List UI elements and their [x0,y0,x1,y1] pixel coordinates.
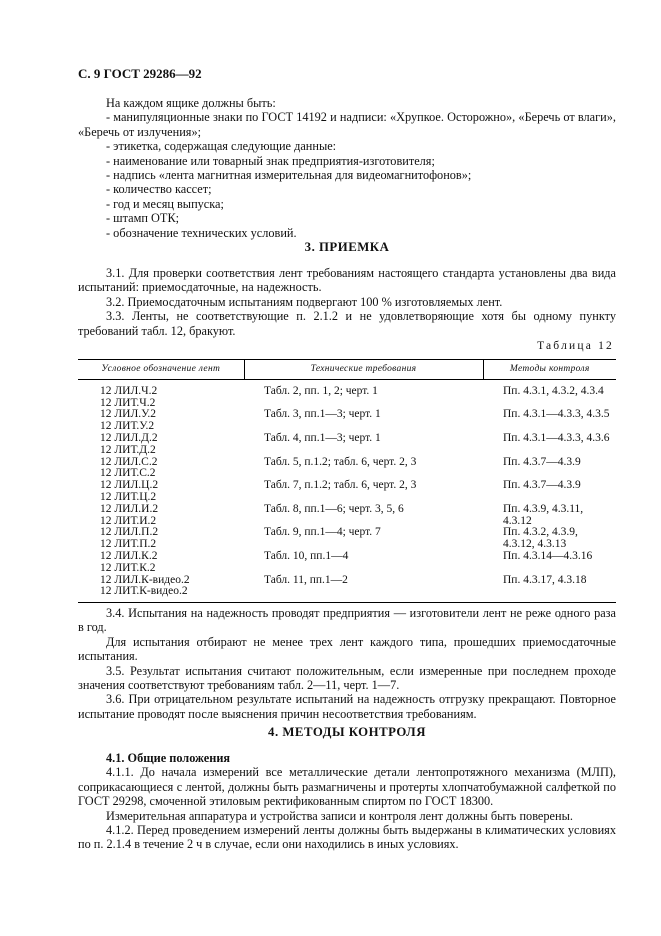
packaging-item: - этикетка, содержащая следующие данные: [106,139,337,154]
tape-mark: 12 ЛИТ.Д.2 [100,443,156,456]
table-row [78,527,616,551]
table-row [78,575,616,603]
tape-mark: 12 ЛИТ.К-видео.2 [100,585,188,598]
requirements-cell: Табл. 5, п.1.2; табл. 6, черт. 2, 3 [264,455,417,468]
tape-mark: 12 ЛИЛ.П.2 [100,526,159,539]
section-3-continued [78,606,616,721]
packaging-item: - наименование или товарный знак предприятия-изготовителя; [106,153,435,168]
marks-cell [78,409,244,433]
tape-mark: 12 ЛИЛ.К-видео.2 [100,573,190,586]
column-header-methods: Методы контроля [483,360,616,380]
requirements-cell: Табл. 2, пп. 1, 2; черт. 1 [264,384,378,397]
marks-cell [78,575,244,603]
packaging-item: - манипуляционные знаки по ГОСТ 14192 и надписи: «Хрупкое. Осторожно», «Беречь от влаги», «Беречь от излучения»; [78,110,616,139]
section-4-text [78,751,616,852]
marks-cell [78,504,244,528]
packaging-item: - надпись «лента магнитная измерительная для видеомагнитофонов»; [106,168,472,183]
table-row [78,504,616,528]
requirements-cell: Табл. 7, п.1.2; табл. 6, черт. 2, 3 [264,479,417,492]
tape-mark: 12 ЛИТ.К.2 [100,561,156,574]
requirements-cell: Табл. 8, пп.1—6; черт. 3, 5, 6 [264,502,404,515]
tape-mark: 12 ЛИТ.Ч.2 [100,396,156,409]
tape-mark: 12 ЛИЛ.К.2 [100,549,158,562]
section-4-title: 4. МЕТОДЫ КОНТРОЛЯ [268,725,426,739]
methods-cell: Пп. 4.3.2, 4.3.9, 4.3.12, 4.3.13 [503,526,578,551]
methods-cell: Пп. 4.3.7—4.3.9 [503,455,581,468]
column-header-requirements: Технические требования [244,360,483,380]
paragraph-3-2: 3.2. Приемосдаточным испытаниям подвергают 100 % изготовляемых лент. [106,294,503,309]
paragraph-3-3: 3.3. Ленты, не соответствующие п. 2.1.2 и не удовлетворяющие хотя бы одному пункту требований табл. 12, бракуют. [78,309,616,338]
marks-cell [78,457,244,481]
tape-mark: 12 ЛИЛ.У.2 [100,408,157,421]
paragraph-3-5: 3.5. Результат испытания считают положительным, если измеренные при последнем проходе значения соответствуют требованиям табл. 2—11, черт. 1—7. [78,663,616,693]
table-row [78,409,616,433]
tape-mark: 12 ЛИЛ.С.2 [100,455,158,468]
table-row [78,433,616,457]
packaging-item: - обозначение технических условий. [106,225,297,240]
packaging-intro: На каждом ящике должны быть: [106,96,276,110]
marks-cell [78,527,244,551]
paragraph-4-1-1: 4.1.1. До начала измерений все металлические детали лентопротяжного механизма (МЛП), соприкасающиеся с лентой, должны быть размагничены и протерты хлопчатобумажной салфеткой по ГОСТ 29298, смоченной этиловым ректификованным спиртом по ГОСТ 18300. [78,765,616,809]
requirements-cell: Табл. 4, пп.1—3; черт. 1 [264,431,381,444]
tape-mark: 12 ЛИЛ.И.2 [100,502,159,515]
methods-cell: Пп. 4.3.7—4.3.9 [503,479,581,492]
page-header: С. 9 ГОСТ 29286—92 [78,66,202,81]
packaging-item: - год и месяц выпуска; [106,196,224,211]
requirements-cell: Табл. 9, пп.1—4; черт. 7 [264,526,381,539]
column-header-marks: Условное обозначение лент [78,360,244,380]
requirements-cell: Табл. 11, пп.1—2 [244,575,483,603]
tape-mark: 12 ЛИЛ.Д.2 [100,431,158,444]
marks-cell [78,480,244,504]
methods-cell: Пп. 4.3.1—4.3.3, 4.3.5 [503,408,610,421]
packaging-item: - количество кассет; [106,182,212,197]
tape-mark: 12 ЛИТ.И.2 [100,514,157,527]
tape-mark: 12 ЛИТ.Ц.2 [100,490,157,503]
requirements-cell: Табл. 3, пп.1—3; черт. 1 [264,408,381,421]
paragraph-sampling: Для испытания отбирают не менее трех лент каждого типа, прошедших приемосдаточные испытания. [78,634,616,664]
marks-cell [78,551,244,575]
requirements-cell: Табл. 10, пп.1—4 [264,549,349,562]
methods-cell: Пп. 4.3.9, 4.3.11, 4.3.12 [503,502,584,527]
tape-mark: 12 ЛИТ.С.2 [100,467,156,480]
paragraph-4-1-2: 4.1.2. Перед проведением измерений ленты должны быть выдержаны в климатических условиях по п. 2.1.4 в течение 2 ч в случае, если они находились в иных условиях. [78,823,616,852]
methods-cell: Пп. 4.3.17, 4.3.18 [483,575,616,603]
section-3-title: 3. ПРИЕМКА [304,240,390,254]
paragraph-3-1: 3.1. Для проверки соответствия лент требованиям настоящего стандарта установлены два вида испытаний: приемосдаточные, на надежность. [78,266,616,295]
table-row [78,551,616,575]
paragraph-3-6: 3.6. При отрицательном результате испытаний на надежность отгрузку прекращают. Повторное испытание проводят после выяснения причин несоответствия требованиям. [78,692,616,721]
marks-cell [78,379,244,409]
packaging-list [78,96,616,240]
paragraph-3-4: 3.4. Испытания на надежность проводят предприятия — изготовители лент не реже одного раза в год. [78,606,616,635]
paragraph-equipment: Измерительная аппаратура и устройства записи и контроля лент должны быть поверены. [106,808,573,823]
table-12 [78,359,616,603]
tape-mark: 12 ЛИТ.У.2 [100,420,155,433]
methods-cell: Пп. 4.3.1, 4.3.2, 4.3.4 [503,384,604,397]
table-row [78,457,616,481]
table-row [78,379,616,409]
tape-mark: 12 ЛИТ.П.2 [100,538,157,551]
section-3-text [78,266,616,338]
tape-mark: 12 ЛИЛ.Ч.2 [100,384,158,397]
methods-cell: Пп. 4.3.1—4.3.3, 4.3.6 [503,431,610,444]
marks-cell [78,433,244,457]
subsection-4-1-title: 4.1. Общие положения [106,751,231,765]
table-row [78,480,616,504]
table-caption: Таблица 12 [537,340,614,352]
methods-cell: Пп. 4.3.14—4.3.16 [503,549,593,562]
tape-mark: 12 ЛИЛ.Ц.2 [100,479,159,492]
packaging-item: - штамп ОТК; [106,211,180,226]
